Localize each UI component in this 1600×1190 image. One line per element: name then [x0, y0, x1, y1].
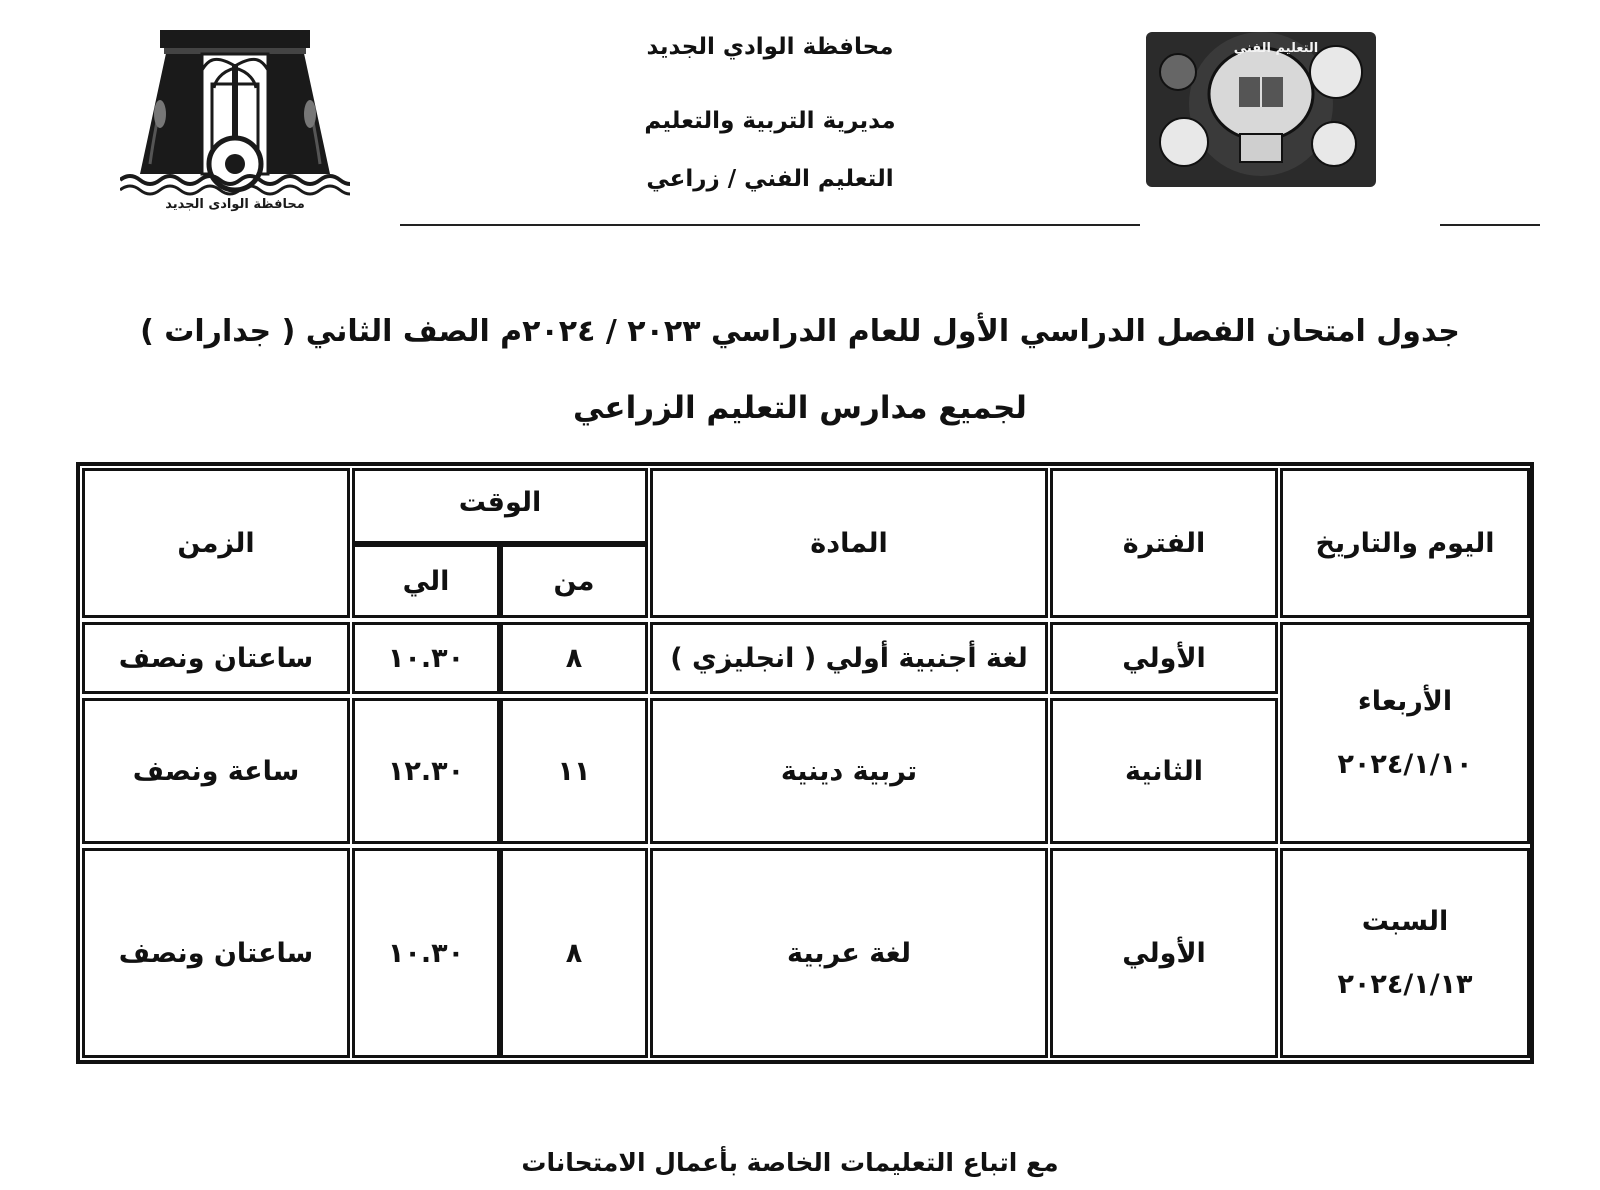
table-row-1-to: ١٠.٣٠ — [352, 622, 500, 694]
table-row-3-period: الأولي — [1050, 848, 1278, 1058]
table-row-2-duration: ساعة ونصف — [82, 698, 350, 844]
header-divider — [400, 224, 1140, 226]
day-name: السبت — [1361, 906, 1449, 937]
table-row-2-subject: تربية دينية — [650, 698, 1048, 844]
department-name: التعليم الفني / زراعي — [646, 166, 894, 192]
new-valley-governorate-logo — [120, 24, 350, 214]
table-row-3-from: ٨ — [500, 848, 648, 1058]
table-row-3-subject: لغة عربية — [650, 848, 1048, 1058]
header-to: الي — [352, 544, 500, 618]
table-row-2-from: ١١ — [500, 698, 648, 844]
header-from: من — [500, 544, 648, 618]
header-period: الفترة — [1050, 468, 1278, 618]
header-day-date: اليوم والتاريخ — [1280, 468, 1530, 618]
governorate-name: محافظة الوادي الجديد — [646, 34, 894, 60]
table-row-1-from: ٨ — [500, 622, 648, 694]
day-date: ٢٠٢٤/١/١٠ — [1337, 749, 1473, 780]
header-time: الوقت — [352, 468, 648, 544]
left-logo-caption: محافظة الوادى الجديد — [165, 197, 305, 212]
exam-instructions-note: مع اتباع التعليمات الخاصة بأعمال الامتحانات — [521, 1148, 1059, 1177]
table-row-3-duration: ساعتان ونصف — [82, 848, 350, 1058]
table-row-2-to: ١٢.٣٠ — [352, 698, 500, 844]
day-date: ٢٠٢٤/١/١٣ — [1337, 969, 1473, 1000]
table-row-3-to: ١٠.٣٠ — [352, 848, 500, 1058]
exam-schedule-subtitle: لجميع مدارس التعليم الزراعي — [573, 390, 1027, 426]
table-row-1-period: الأولي — [1050, 622, 1278, 694]
header-divider-right — [1440, 224, 1540, 226]
right-logo-caption: التعليم الفني — [1233, 41, 1319, 56]
header-subject: المادة — [650, 468, 1048, 618]
table-row-1-subject: لغة أجنبية أولي ( انجليزي ) — [650, 622, 1048, 694]
day-name: الأربعاء — [1357, 686, 1453, 717]
technical-education-logo — [1136, 22, 1386, 194]
exam-schedule-table — [76, 462, 1534, 1064]
exam-schedule-title: جدول امتحان الفصل الدراسي الأول للعام الدراسي ٢٠٢٣ / ٢٠٢٤م الصف الثاني ( جدارات ) — [140, 314, 1460, 349]
table-row-2-period: الثانية — [1050, 698, 1278, 844]
directorate-name: مديرية التربية والتعليم — [644, 108, 896, 134]
day-cell-wednesday — [1280, 622, 1530, 844]
day-cell-saturday — [1280, 848, 1530, 1058]
header-duration: الزمن — [82, 468, 350, 618]
table-row-1-duration: ساعتان ونصف — [82, 622, 350, 694]
